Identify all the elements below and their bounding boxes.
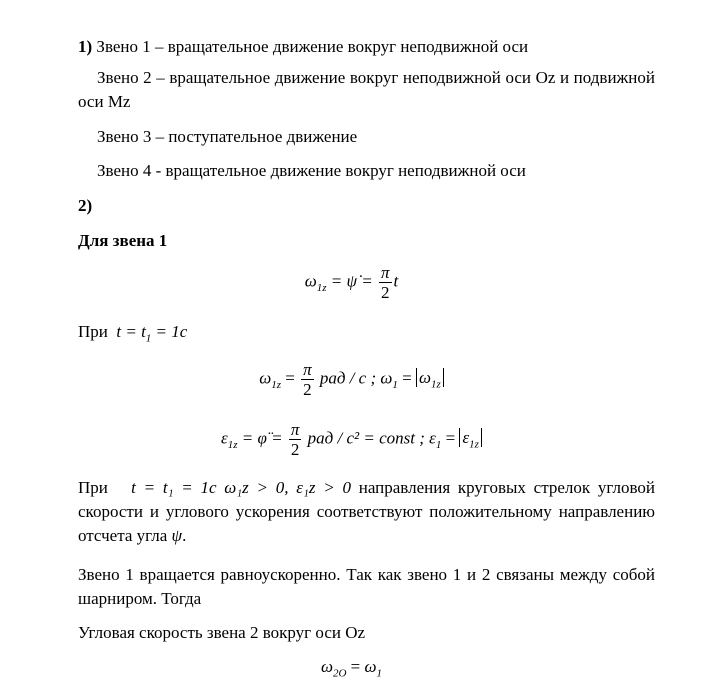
symbol: ω (304, 271, 317, 291)
formula-omega-value (0, 360, 703, 399)
numerator: π (303, 360, 312, 379)
label: При (78, 478, 108, 497)
symbol: = (402, 368, 412, 388)
absolute-value (459, 428, 481, 451)
numerator: π (381, 263, 390, 282)
denominator: 2 (381, 283, 390, 302)
symbol: ω (419, 368, 432, 388)
time-condition (78, 320, 655, 350)
paragraph-rotation: Звено 1 вращается равноускоренно. Так как звено 1 и 2 связаны между собой шарниром. Тогда (78, 565, 655, 608)
formula-omega1z (0, 263, 703, 302)
symbol: = φ̈ = (241, 428, 283, 448)
paragraph-direction (78, 476, 655, 548)
denominator: 2 (290, 440, 300, 459)
item-number: 1) (78, 37, 93, 56)
section-number (78, 194, 655, 218)
condition: t = t₁ = 1c ω₁z > 0, ε₁z > 0 (131, 478, 351, 497)
symbol: ε (429, 428, 436, 448)
expr: = 1c (155, 322, 188, 341)
heading: Для звена 1 (78, 231, 168, 250)
subheading (78, 229, 655, 253)
label: При (78, 322, 108, 341)
fraction (379, 263, 392, 302)
symbol: = (445, 428, 456, 448)
expr: t = t (116, 322, 146, 341)
subscript: 1z (227, 438, 238, 451)
paragraph-link1 (78, 35, 655, 59)
subscript: 1 (392, 378, 398, 391)
formula-omega2o (0, 657, 703, 679)
symbol: = ψ̇ = (330, 271, 373, 291)
symbol: ω (380, 368, 393, 388)
units: рад / c ; (319, 368, 377, 388)
symbol: ε (462, 428, 470, 448)
symbol: ω (320, 657, 333, 676)
heading: 2) (78, 196, 93, 215)
text: . (182, 526, 187, 545)
fraction (289, 420, 302, 459)
subscript: 2O (332, 667, 347, 680)
paragraph-angular-velocity: Угловая скорость звена 2 вокруг оси Oz (78, 623, 366, 642)
symbol: ω (259, 368, 272, 388)
subscript: 1z (316, 281, 327, 294)
paragraph-link2: Звено 2 – вращательное движение вокруг неподвижной оси Oz и подвижной оси Mz (78, 68, 655, 111)
absolute-value (416, 368, 444, 391)
text: направления круговых стрелок угловой скорости и углового ускорения соответствуют положительному направлению отсчета угла (78, 478, 656, 545)
symbol: ε (221, 428, 228, 448)
symbol: = (350, 657, 361, 676)
symbol: ω (364, 657, 377, 676)
text: Звено 1 – вращательное движение вокруг неподвижной оси (92, 37, 529, 56)
subscript: 1z (431, 378, 441, 391)
symbol: = (285, 368, 295, 388)
subscript: 1 (376, 667, 383, 680)
fraction (301, 360, 314, 399)
paragraph-link4: Звено 4 - вращательное движение вокруг неподвижной оси (97, 161, 526, 180)
symbol: t (393, 271, 399, 291)
formula-epsilon-value (0, 420, 703, 459)
symbol: ψ (171, 526, 183, 545)
subscript: 1z (271, 378, 281, 391)
subscript: 1 (145, 332, 152, 345)
denominator: 2 (303, 380, 312, 399)
units: рад / c² = const ; (307, 428, 425, 448)
numerator: π (290, 420, 300, 439)
subscript: 1 (435, 438, 442, 451)
subscript: 1z (469, 438, 479, 451)
paragraph-link3: Звено 3 – поступательное движение (97, 127, 358, 146)
